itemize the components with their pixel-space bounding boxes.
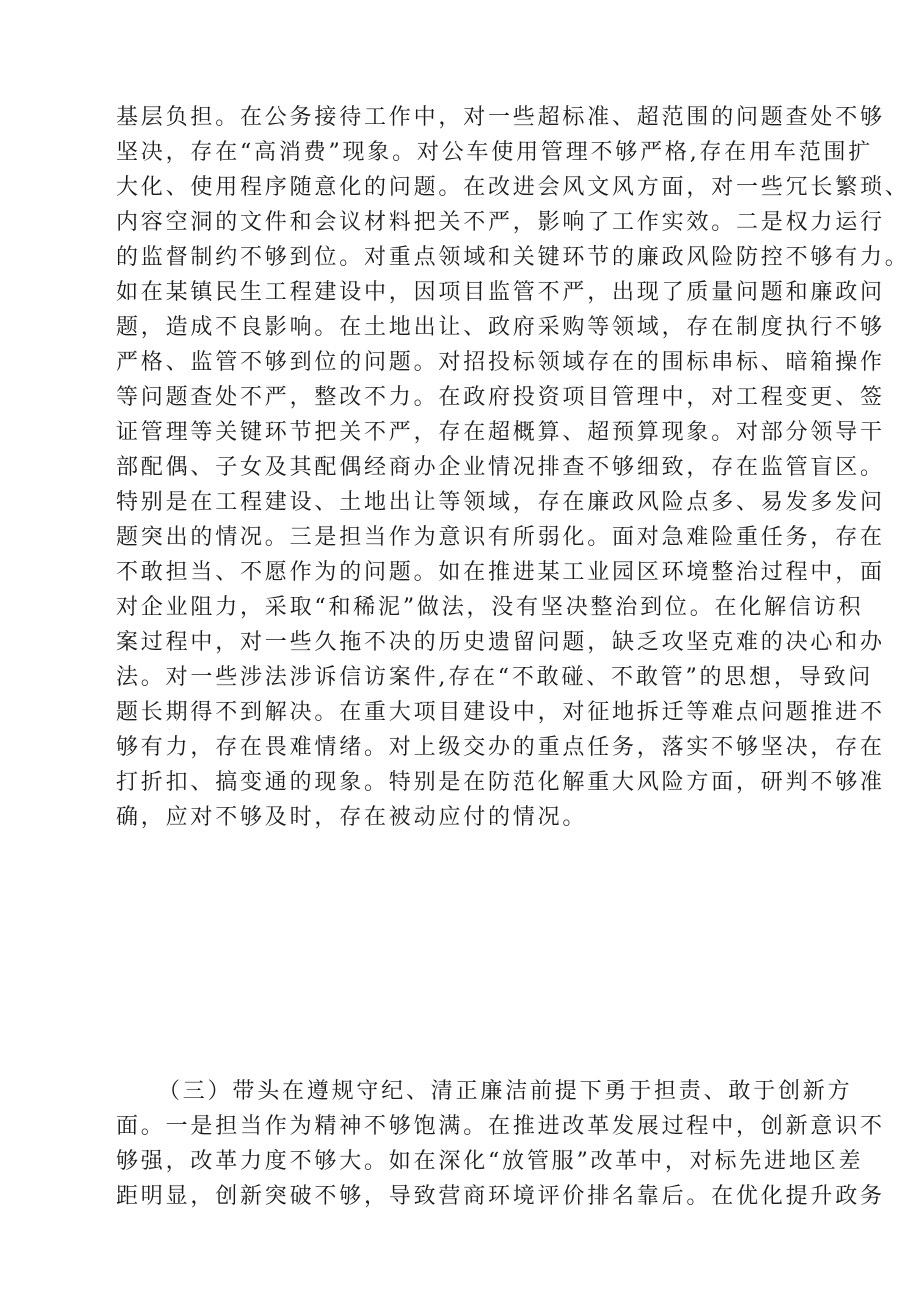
section-heading-line: （三）带头在遵规守纪、清正廉洁前提下勇于担责、敢于创新方 [158, 1079, 853, 1104]
paragraph-2 [116, 1074, 885, 1214]
text-line: 面。一是担当作为精神不够饱满。在推进改革发展过程中，创新意识不 [116, 1114, 885, 1139]
text-line: 不敢担当、不愿作为的问题。如在推进某工业园区环境整治过程中，面 [116, 560, 885, 585]
text-line: 题，造成不良影响。在土地出让、政府采购等领域，存在制度执行不够 [116, 315, 885, 340]
text-line: 等问题查处不严，整改不力。在政府投资项目管理中，对工程变更、签 [116, 385, 885, 410]
text-line: 部配偶、子女及其配偶经商办企业情况排查不够细致，存在监管盲区。 [116, 455, 885, 480]
text-line: 基层负担。在公务接待工作中，对一些超标准、超范围的问题查处不够 [116, 105, 885, 130]
text-line: 打折扣、搞变通的现象。特别是在防范化解重大风险方面，研判不够准 [116, 770, 885, 795]
text-line: 法。对一些涉法涉诉信访案件,存在“不敢碰、不敢管”的思想，导致问 [116, 665, 874, 690]
text-line: 坚决，存在“高消费”现象。对公车使用管理不够严格,存在用车范围扩 [116, 140, 874, 165]
text-line: 如在某镇民生工程建设中，因项目监管不严，出现了质量问题和廉政问 [116, 280, 885, 305]
text-line: 够强，改革力度不够大。如在深化“放管服”改革中，对标先进地区差 [116, 1149, 864, 1174]
text-line: 的监督制约不够到位。对重点领域和关键环节的廉政风险防控不够有力。 [116, 245, 910, 270]
text-line: 确，应对不够及时，存在被动应付的情况。 [116, 805, 588, 830]
text-line: 严格、监管不够到位的问题。对招投标领域存在的围标串标、暗箱操作 [116, 350, 885, 375]
text-line: 证管理等关键环节把关不严，存在超概算、超预算现象。对部分领导干 [116, 420, 885, 445]
text-line: 距明显，创新突破不够，导致营商环境评价排名靠后。在优化提升政务 [116, 1184, 885, 1209]
text-line: 题长期得不到解决。在重大项目建设中，对征地拆迁等难点问题推进不 [116, 700, 885, 725]
text-line: 够有力，存在畏难情绪。对上级交办的重点任务，落实不够坚决，存在 [116, 735, 885, 760]
text-line: 特别是在工程建设、土地出让等领域，存在廉政风险点多、易发多发问 [116, 490, 885, 515]
text-line: 案过程中，对一些久拖不决的历史遗留问题，缺乏攻坚克难的决心和办 [116, 630, 885, 655]
text-line: 大化、使用程序随意化的问题。在改进会风文风方面，对一些冗长繁琐、 [116, 175, 910, 200]
text-line: 内容空洞的文件和会议材料把关不严，影响了工作实效。二是权力运行 [116, 210, 885, 235]
text-line: 题突出的情况。三是担当作为意识有所弱化。面对急难险重任务，存在 [116, 525, 885, 550]
text-line: 对企业阻力，采取“和稀泥”做法，没有坚决整治到位。在化解信访积 [116, 595, 864, 620]
paragraph-1 [116, 100, 910, 835]
